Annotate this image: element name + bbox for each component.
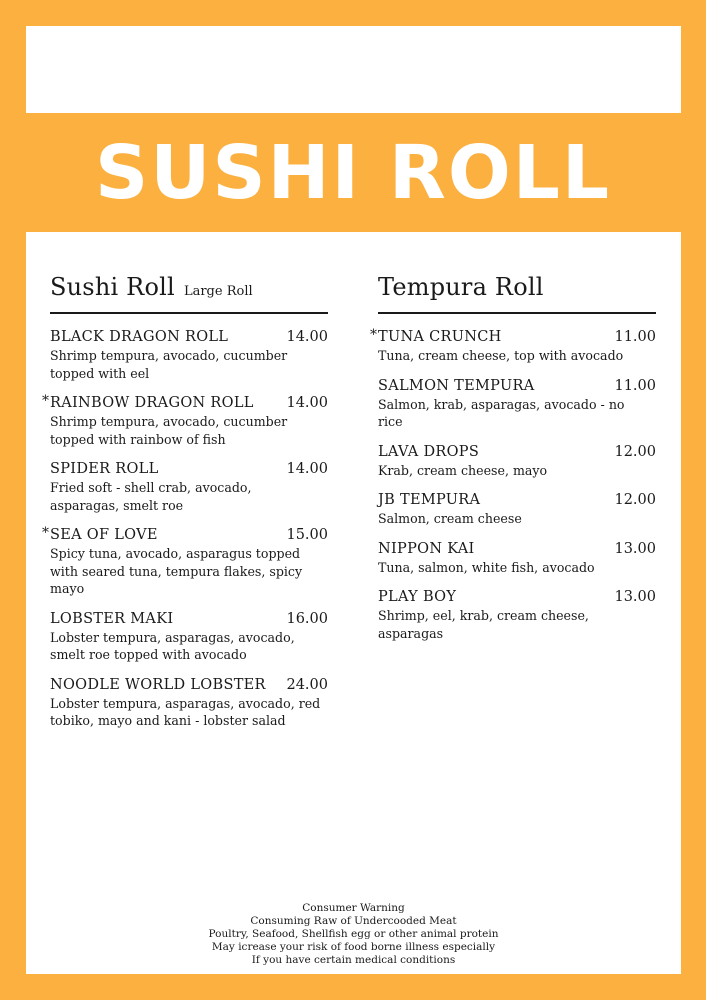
item-name: LAVA DROPS (378, 443, 480, 460)
warning-line: Poultry, Seafood, Shellfish egg or other animal protein (208, 928, 499, 940)
item-name: NOODLE WORLD LOBSTER (50, 676, 266, 693)
menu-item (50, 460, 328, 514)
item-name: NIPPON KAI (378, 540, 475, 557)
item-price: 13.00 (614, 540, 656, 557)
item-description: Shrimp tempura, avocado, cucumber topped with eel (50, 348, 288, 381)
item-price: 12.00 (614, 443, 656, 460)
warning-line: Consumer Warning (302, 902, 405, 914)
item-name: BLACK DRAGON ROLL (50, 329, 229, 345)
item-price: 12.00 (614, 492, 656, 508)
menu-item (378, 377, 656, 431)
menu-item (50, 328, 328, 382)
item-price: 14.00 (286, 329, 328, 345)
raw-warning-star: * (370, 327, 377, 343)
item-price: 15.00 (286, 527, 328, 543)
item-description: Shrimp, eel, krab, cream cheese, asparagas (378, 608, 589, 641)
warning-line: Consuming Raw of Undercooded Meat (250, 915, 457, 927)
section-header (50, 270, 328, 314)
menu-panel (26, 232, 681, 974)
section-header (378, 270, 656, 314)
section-title: Tempura Roll (378, 273, 544, 301)
section-title: Sushi Roll (50, 273, 175, 301)
header-blank-panel (26, 26, 681, 113)
menu-item (50, 610, 328, 664)
warning-line: If you have certain medical conditions (251, 954, 456, 966)
menu-item (378, 443, 656, 480)
section-sushi-roll (42, 270, 328, 742)
item-name: LOBSTER MAKI (50, 610, 174, 627)
menu-list (370, 327, 656, 642)
item-price: 13.00 (614, 589, 656, 605)
item-description: Salmon, cream cheese (378, 511, 522, 526)
item-name: SEA OF LOVE (50, 527, 158, 543)
item-name: SPIDER ROLL (50, 461, 159, 477)
item-description: Spicy tuna, avocado, asparagus topped with seared tuna, tempura flakes, spicy mayo (50, 546, 303, 596)
menu-item (42, 525, 328, 598)
menu-item (370, 327, 656, 365)
menu-item (378, 540, 656, 577)
section-subtitle: Large Roll (183, 284, 253, 299)
item-description: Salmon, krab, asparagas, avocado - no rice (378, 396, 625, 429)
item-description: Tuna, cream cheese, top with avocado (378, 348, 624, 363)
raw-warning-star: * (42, 393, 49, 409)
item-description: Lobster tempura, asparagas, avocado, red tobiko, mayo and kani - lobster salad (50, 695, 321, 728)
menu-item (42, 393, 328, 448)
item-description: Fried soft - shell crab, avocado, asparagas, smelt roe (50, 480, 252, 513)
item-description: Lobster tempura, asparagas, avocado, smelt roe topped with avocado (50, 629, 295, 662)
item-price: 11.00 (614, 377, 656, 394)
raw-warning-star: * (42, 525, 49, 541)
item-description: Shrimp tempura, avocado, cucumber topped with rainbow of fish (50, 414, 288, 447)
menu-item (378, 491, 656, 528)
item-name: SALMON TEMPURA (378, 377, 535, 394)
item-description: Krab, cream cheese, mayo (378, 462, 548, 478)
item-name: PLAY BOY (378, 589, 457, 605)
menu-list (42, 328, 328, 730)
item-price: 24.00 (286, 676, 328, 693)
page-title: SUSHI ROLL (94, 130, 612, 216)
item-price: 14.00 (286, 461, 328, 477)
item-price: 16.00 (286, 610, 328, 627)
item-name: RAINBOW DRAGON ROLL (50, 395, 254, 411)
item-price: 11.00 (614, 329, 656, 345)
consumer-warning (26, 902, 681, 967)
item-description: Tuna, salmon, white fish, avocado (378, 559, 595, 575)
item-name: JB TEMPURA (378, 492, 481, 508)
warning-line: May icrease your risk of food borne illness especially (211, 941, 496, 953)
item-price: 14.00 (286, 395, 328, 411)
menu-item (50, 676, 328, 730)
section-tempura-roll (370, 270, 656, 654)
item-name: TUNA CRUNCH (378, 329, 502, 345)
menu-item (378, 588, 656, 642)
